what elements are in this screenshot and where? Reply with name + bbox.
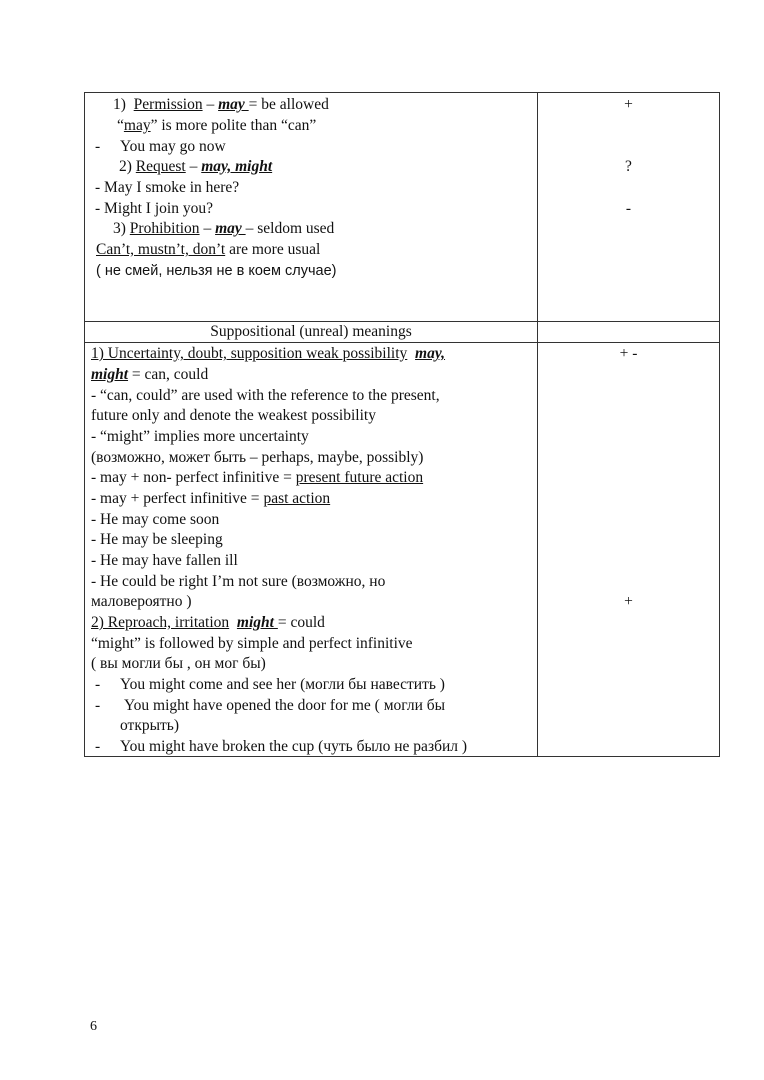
mark-plus-minus: + - [619, 345, 638, 362]
term-request: Request [135, 158, 186, 175]
modal-may: may, [415, 345, 446, 362]
cell-marks-1 [538, 93, 720, 322]
list-dash: - [95, 697, 101, 714]
example-line [95, 696, 446, 716]
mark-plus: + [624, 593, 633, 610]
permission-line [113, 95, 329, 115]
example-text: You might come and see her (могли бы навестить ) [120, 676, 445, 693]
term-permission: Permission [133, 96, 203, 113]
modal-might: might [236, 614, 278, 631]
mark-plus: + [624, 96, 633, 113]
section-header-cell [85, 322, 538, 343]
mark-minus: - [625, 200, 632, 217]
list-dash: - [95, 738, 101, 755]
modal-might: might [91, 366, 129, 383]
item-number: 1) [113, 96, 126, 113]
definition-text: – seldom used [245, 220, 335, 237]
polite-note-text: ” is more polite than “can” [150, 117, 317, 134]
definition-text: = could [277, 614, 325, 631]
item-number: 3) [113, 220, 130, 237]
reproach-line [91, 613, 325, 633]
example-text: - Might I join you? [95, 200, 213, 217]
note-text: “might” is followed by simple and perfect infinitive [91, 635, 413, 652]
term-prohibition: Prohibition [129, 220, 200, 237]
table-row-suppositional [85, 343, 720, 757]
list-dash: - [95, 676, 101, 693]
perfect-infinitive-line [91, 489, 330, 509]
table-row-section-header [85, 322, 720, 343]
translation-text: (возможно, может быть – perhaps, maybe, possibly) [91, 449, 424, 466]
term-reproach: 2) Reproach, irritation [91, 614, 230, 631]
example-line [95, 675, 445, 695]
note-text: - “can, could” are used with the reference to the present, [91, 387, 440, 404]
example-text: открыть) [120, 717, 180, 734]
cell-marks-2 [538, 343, 720, 757]
dash: – [199, 220, 216, 237]
example-text: - May I smoke in here? [95, 179, 240, 196]
example-text: - He may have fallen ill [91, 552, 238, 569]
example-line [95, 137, 226, 157]
dash: – [202, 96, 219, 113]
definition-text: = be allowed [248, 96, 329, 113]
example-text: You may go now [120, 138, 226, 155]
page-number: 6 [90, 1019, 97, 1034]
rule-text: - may + perfect infinitive = [91, 490, 264, 507]
rule-result: past action [263, 490, 331, 507]
note-text: future only and denote the weakest possibility [91, 407, 376, 424]
example-text: You might have opened the door for me ( могли бы [124, 697, 446, 714]
prohibition-line [113, 219, 334, 239]
usual-forms-line [96, 240, 320, 260]
section-header: Suppositional (unreal) meanings [210, 323, 412, 340]
modal-verbs-table [84, 92, 720, 757]
dash: – [185, 158, 202, 175]
translation-text: маловероятно ) [91, 593, 192, 610]
definition-text: = can, could [128, 366, 209, 383]
cell-suppositional-meanings [85, 343, 538, 757]
list-dash: - [95, 138, 101, 155]
modal-may: may [218, 96, 249, 113]
usual-forms-note: are more usual [225, 241, 321, 258]
word-may: may [123, 117, 151, 134]
modal-may: may [215, 220, 246, 237]
quote-mark: “ [117, 117, 124, 134]
example-text: You might have broken the cup (чуть было не разбил ) [120, 738, 468, 755]
might-line [91, 365, 208, 385]
cell-empty [538, 322, 720, 343]
note-text: - “might” implies more uncertainty [91, 428, 309, 445]
example-text: - He could be right I’m not sure (возможно, но [91, 573, 386, 590]
example-line [95, 737, 468, 757]
polite-note-line [117, 116, 316, 136]
translation-text: ( вы могли бы , он мог бы) [91, 655, 266, 672]
example-text: - He may be sleeping [91, 531, 223, 548]
non-perfect-infinitive-line [91, 468, 423, 488]
translation-text: ( не смей, нельзя не в коем случае) [96, 263, 337, 279]
table-row-may-real-meanings [85, 93, 720, 322]
request-line [119, 157, 272, 177]
item-number: 2) [119, 158, 136, 175]
modal-may-might: may, might [201, 158, 273, 175]
rule-result: present future action [295, 469, 424, 486]
cell-real-meanings [85, 93, 538, 322]
term-uncertainty: 1) Uncertainty, doubt, supposition weak possibility [91, 345, 408, 362]
rule-text: - may + non- perfect infinitive = [91, 469, 296, 486]
uncertainty-line [91, 344, 445, 364]
usual-forms: Can’t, mustn’t, don’t [96, 241, 226, 258]
example-text: - He may come soon [91, 511, 220, 528]
mark-question: ? [625, 158, 632, 175]
